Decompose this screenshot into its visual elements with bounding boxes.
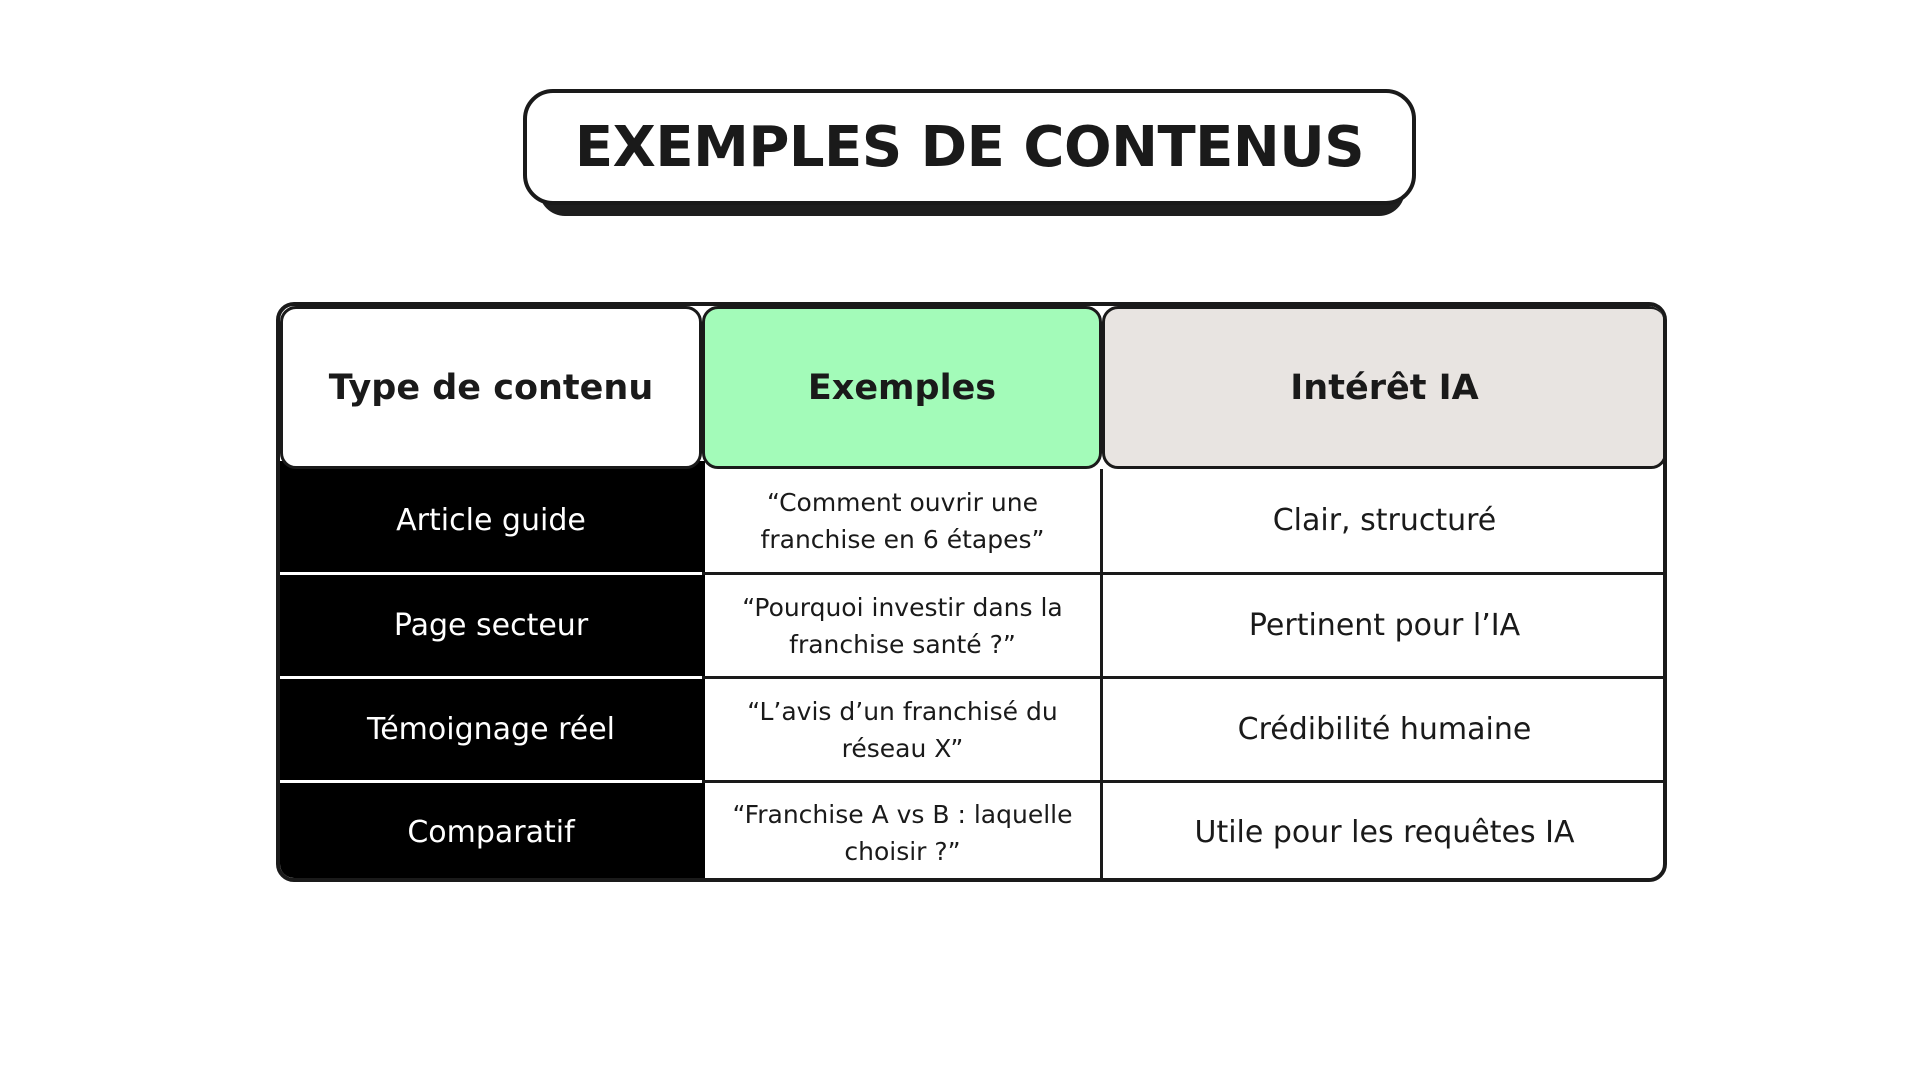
- header-examples: Exemples: [702, 306, 1102, 469]
- cell-interest: Pertinent pour l’IA: [1248, 608, 1521, 643]
- cell-example: “Franchise A vs B : laquelle choisir ?”: [732, 799, 1073, 866]
- content-examples-table: [276, 302, 1667, 882]
- cell-example: “L’avis d’un franchisé du réseau X”: [747, 696, 1058, 763]
- page-title: EXEMPLES DE CONTENUS: [574, 114, 1365, 180]
- cell-type: Page secteur: [393, 608, 589, 643]
- header-ai-interest: Intérêt IA: [1102, 306, 1667, 469]
- header-type: Type de contenu: [280, 306, 702, 469]
- cell-type: Témoignage réel: [367, 712, 615, 747]
- cell-interest: Crédibilité humaine: [1237, 712, 1532, 747]
- cell-type: Comparatif: [407, 815, 575, 850]
- cell-interest: Utile pour les requêtes IA: [1194, 815, 1575, 850]
- cell-interest: Clair, structuré: [1272, 503, 1497, 538]
- cell-type: Article guide: [396, 503, 586, 538]
- cell-example: “Pourquoi investir dans la franchise santé ?”: [742, 592, 1063, 659]
- title-box: [523, 89, 1416, 205]
- cell-example: “Comment ouvrir une franchise en 6 étapes”: [760, 487, 1045, 554]
